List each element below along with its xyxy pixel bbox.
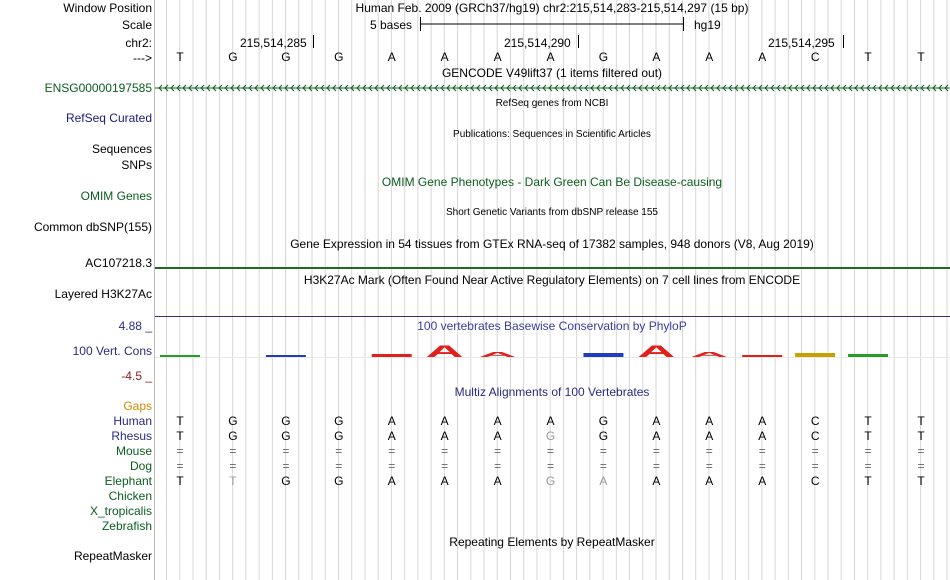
alignment-base: = — [811, 444, 819, 458]
alignment-base: A — [758, 474, 767, 488]
alignment-base: = — [758, 459, 766, 473]
alignment-base: A — [705, 414, 714, 428]
ruler-position-2: 215,514,290 — [504, 36, 571, 50]
svg-text:A: A — [425, 342, 464, 361]
alignment-base: = — [176, 444, 184, 458]
alignment-base: A — [493, 414, 502, 428]
alignment-base: G — [228, 429, 238, 443]
sequence-base: G — [228, 50, 238, 64]
phylop-track-title[interactable]: 100 vertebrates Basewise Conservation by PhyloP — [417, 319, 687, 333]
species-label[interactable]: Chicken — [108, 489, 152, 503]
alignment-base: C — [810, 429, 820, 443]
alignment-base: = — [546, 459, 554, 473]
alignment-base: C — [810, 414, 820, 428]
alignment-base: G — [334, 429, 344, 443]
species-label[interactable]: X_tropicalis — [89, 504, 152, 518]
h3k27ac-signal-line — [155, 316, 950, 317]
alignment-base: A — [387, 414, 396, 428]
publications-track-title[interactable]: Publications: Sequences in Scientific Articles — [453, 129, 651, 140]
strand-label: ---> — [133, 51, 152, 65]
alignment-base: = — [335, 459, 343, 473]
alignment-base: G — [334, 414, 344, 428]
alignment-base: A — [440, 414, 449, 428]
alignment-base: G — [545, 474, 556, 488]
alignment-base: = — [388, 459, 396, 473]
alignment-base: A — [652, 429, 661, 443]
sequence-base: A — [546, 50, 555, 64]
ruler-ticks — [0, 34, 950, 48]
dbsnp-track-title[interactable]: Short Genetic Variants from dbSNP release 155 — [446, 207, 658, 218]
species-label[interactable]: Zebrafish — [101, 519, 152, 533]
alignment-base: A — [440, 429, 449, 443]
alignment-base: A — [652, 474, 661, 488]
alignment-base: = — [494, 444, 502, 458]
alignment-base: A — [387, 474, 396, 488]
sequence-base: G — [334, 50, 344, 64]
alignment-base: T — [864, 414, 872, 428]
alignment-base: G — [281, 429, 291, 443]
scale-bar — [420, 17, 684, 31]
species-label[interactable]: Human — [113, 414, 152, 428]
snps-label[interactable]: SNPs — [121, 158, 152, 172]
alignment-base: = — [652, 459, 660, 473]
window-position-label: Window Position — [63, 1, 152, 15]
sequence-base: G — [598, 50, 609, 64]
gtex-expression-line — [155, 267, 950, 269]
ruler-position-1: 215,514,285 — [240, 36, 307, 50]
alignment-base: T — [176, 414, 184, 428]
sequence-base: A — [758, 50, 767, 64]
alignment-base: A — [758, 429, 767, 443]
sequence-base: A — [705, 50, 714, 64]
species-label[interactable]: Elephant — [104, 474, 152, 488]
alignment-base: = — [811, 459, 819, 473]
svg-text:A: A — [690, 352, 729, 359]
omim-label[interactable]: OMIM Genes — [80, 189, 152, 203]
alignment-base: G — [334, 474, 344, 488]
gencode-track-title[interactable]: GENCODE V49lift37 (1 items filtered out) — [441, 66, 663, 80]
h3k27ac-track-title[interactable]: H3K27Ac Mark (Often Found Near Active Regulatory Elements) on 7 cell lines from ENCODE — [303, 273, 801, 287]
alignment-base: T — [864, 474, 872, 488]
alignment-base: G — [598, 414, 609, 428]
alignment-base: A — [493, 429, 502, 443]
alignment-base: A — [705, 474, 714, 488]
alignment-base: = — [652, 444, 660, 458]
species-label[interactable]: Mouse — [115, 444, 152, 458]
alignment-base: T — [917, 474, 925, 488]
alignment-base: = — [441, 444, 449, 458]
scale-assembly: hg19 — [694, 18, 721, 32]
h3k27ac-label[interactable]: Layered H3K27Ac — [54, 287, 152, 301]
sequence-base: A — [440, 50, 449, 64]
refseq-label[interactable]: RefSeq Curated — [65, 111, 152, 125]
sequence-base: A — [652, 50, 661, 64]
alignment-base: C — [810, 474, 820, 488]
gencode-gene-arrows[interactable] — [155, 82, 950, 94]
repeatmasker-label[interactable]: RepeatMasker — [73, 549, 152, 563]
sequence-base: T — [917, 50, 925, 64]
alignment-base: = — [229, 444, 237, 458]
scale-label: Scale — [121, 18, 152, 32]
alignment-base: A — [440, 474, 449, 488]
window-position-value[interactable]: Human Feb. 2009 (GRCh37/hg19) chr2:215,514,283-215,514,297 (15 bp) — [355, 1, 749, 15]
gaps-label[interactable]: Gaps — [123, 399, 152, 413]
scale-bases: 5 bases — [370, 18, 413, 32]
alignment-base: T — [229, 474, 237, 488]
dbsnp-label[interactable]: Common dbSNP(155) — [33, 220, 152, 234]
svg-text:A: A — [637, 342, 676, 361]
alignment-base: = — [599, 459, 607, 473]
alignment-base: A — [387, 429, 396, 443]
alignment-base: T — [917, 414, 925, 428]
repeatmasker-track-title[interactable]: Repeating Elements by RepeatMasker — [449, 535, 655, 549]
alignment-base: = — [441, 459, 449, 473]
alignment-base: = — [705, 444, 713, 458]
cons-label[interactable]: 100 Vert. Cons — [72, 344, 152, 358]
species-label[interactable]: Rhesus — [111, 429, 152, 443]
sequence-base: A — [387, 50, 396, 64]
sequence-base: A — [493, 50, 502, 64]
sequences-label[interactable]: Sequences — [91, 142, 152, 156]
alignment-base: = — [282, 444, 290, 458]
alignment-base: = — [494, 459, 502, 473]
alignment-base: = — [229, 459, 237, 473]
sequence-base: T — [864, 50, 872, 64]
phylop-logo — [155, 340, 950, 366]
cons-min-label: -4.5 _ — [121, 369, 152, 383]
alignment-base: = — [864, 459, 872, 473]
species-label[interactable]: Dog — [129, 459, 152, 473]
sequence-base: T — [176, 50, 184, 64]
alignment-base: A — [599, 474, 608, 488]
refseq-track-title[interactable]: RefSeq genes from NCBI — [495, 98, 609, 109]
chr-label: chr2: — [125, 36, 152, 50]
cons-max-label: 4.88 _ — [118, 319, 152, 333]
gtex-item-label[interactable]: AC107218.3 — [85, 256, 152, 270]
gencode-item-label[interactable]: ENSG00000197585 — [44, 81, 152, 95]
alignment-base: G — [598, 429, 609, 443]
alignment-base: G — [228, 414, 238, 428]
alignment-base: A — [546, 414, 555, 428]
alignment-base: G — [281, 474, 291, 488]
alignment-base: T — [176, 429, 184, 443]
multiz-track-title[interactable]: Multiz Alignments of 100 Vertebrates — [454, 385, 650, 399]
omim-track-title[interactable]: OMIM Gene Phenotypes - Dark Green Can Be Disease-causing — [381, 175, 723, 189]
alignment-base: A — [758, 414, 767, 428]
ruler-position-3: 215,514,295 — [768, 36, 835, 50]
alignment-base: A — [705, 429, 714, 443]
alignment-base: G — [545, 429, 556, 443]
alignment-base: T — [176, 474, 184, 488]
alignment-base: A — [652, 414, 661, 428]
alignment-base: T — [917, 429, 925, 443]
alignment-base: = — [758, 444, 766, 458]
svg-text:A: A — [478, 352, 517, 359]
alignment-base: = — [282, 459, 290, 473]
alignment-base: = — [388, 444, 396, 458]
alignment-base: = — [546, 444, 554, 458]
alignment-base: = — [599, 444, 607, 458]
alignment-base: = — [335, 444, 343, 458]
alignment-base: = — [705, 459, 713, 473]
alignment-base: A — [493, 474, 502, 488]
alignment-base: = — [917, 459, 925, 473]
alignment-base: G — [281, 414, 291, 428]
alignment-base: = — [176, 459, 184, 473]
sequence-base: C — [810, 50, 820, 64]
alignment-base: T — [864, 429, 872, 443]
sequence-base: G — [281, 50, 291, 64]
alignment-base: = — [864, 444, 872, 458]
alignment-base: = — [917, 444, 925, 458]
gtex-track-title[interactable]: Gene Expression in 54 tissues from GTEx RNA-seq of 17382 samples, 948 donors (V8, Aug 2019) — [290, 237, 814, 251]
